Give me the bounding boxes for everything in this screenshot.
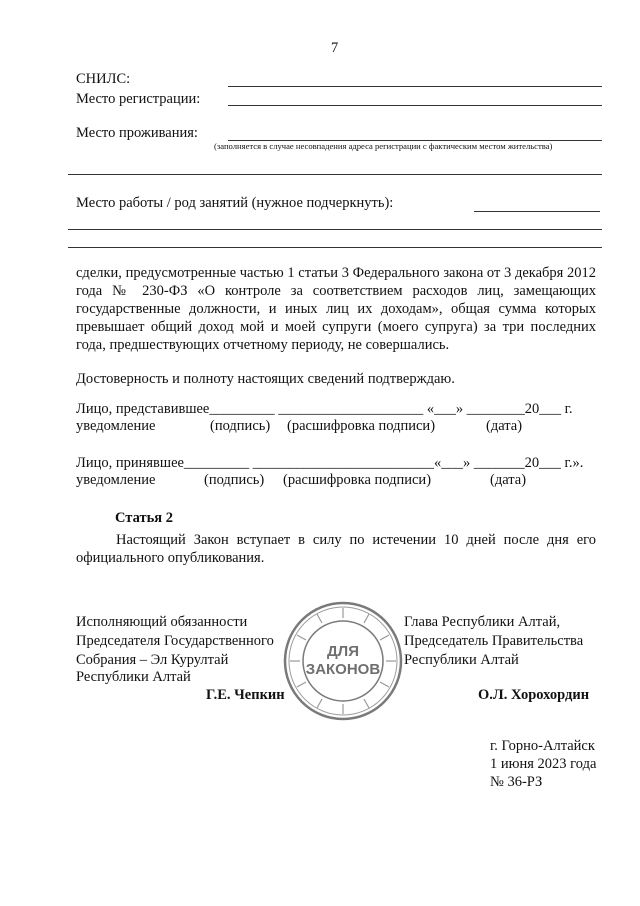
- confirmation-text: Достоверность и полноту настоящих сведений подтверждаю.: [76, 371, 455, 387]
- right-signatory-name: О.Л. Хорохордин: [478, 687, 590, 703]
- submitter-name-caption: (расшифровка подписи): [287, 418, 436, 434]
- left-signatory-line-2: Председателя Государственного: [76, 633, 274, 649]
- receiver-notice-label: уведомление: [76, 472, 156, 488]
- signature-line-submitter: Лицо, представившее_________ ____________________ «___» ________20___ г.: [76, 401, 573, 417]
- residence-extra-line-1: [68, 174, 602, 175]
- left-signatory-line-1: Исполняющий обязанности: [76, 614, 248, 630]
- left-signatory-line-3: Собрания – Эл Курултай: [76, 652, 229, 668]
- left-signatory-name: Г.Е. Чепкин: [206, 687, 285, 703]
- registration-label: Место регистрации:: [76, 91, 201, 107]
- work-line: [474, 211, 600, 212]
- work-extra-line-1: [68, 229, 602, 230]
- footer-city: г. Горно-Алтайск: [490, 738, 595, 754]
- body-paragraph: сделки, предусмотренные частью 1 статьи 3 Федерального закона от 3 декабря 2012 года № 230-ФЗ «О контроле за соответствием расходов лиц, замещающих государственные должности, и иных лиц их доходам», общая сумма которых превышает общий доход мой и моей супруги (моего супруга) за три последних года, предшествующих отчетному периоду, не совершались.: [76, 265, 596, 353]
- article-heading: Статья 2: [115, 510, 173, 526]
- stamp-text-line-1: ДЛЯ: [327, 643, 359, 660]
- stamp-text-line-2: ЗАКОНОВ: [305, 661, 381, 678]
- snils-label: СНИЛС:: [76, 71, 131, 87]
- snils-line: [228, 86, 602, 87]
- left-signatory-line-4: Республики Алтай: [76, 669, 191, 685]
- receiver-name-caption: (расшифровка подписи): [283, 472, 432, 488]
- right-signatory-line-3: Республики Алтай: [404, 652, 519, 668]
- signature-line-receiver: Лицо, принявшее_________ _________________________«___» _______20___ г.».: [76, 455, 584, 471]
- residence-label: Место проживания:: [76, 125, 198, 141]
- submitter-signature-caption: (подпись): [210, 418, 271, 434]
- work-label: Место работы / род занятий (нужное подчеркнуть):: [76, 195, 394, 211]
- page-number: 7: [331, 40, 339, 56]
- footer-date: 1 июня 2023 года: [490, 756, 597, 772]
- registration-line: [228, 105, 602, 106]
- submitter-date-caption: (дата): [486, 418, 523, 434]
- right-signatory-line-2: Председатель Правительства: [404, 633, 584, 649]
- footer-number: № 36-РЗ: [490, 774, 543, 790]
- submitter-notice-label: уведомление: [76, 418, 156, 434]
- right-signatory-line-1: Глава Республики Алтай,: [404, 614, 561, 630]
- work-extra-line-2: [68, 247, 602, 248]
- receiver-date-caption: (дата): [490, 472, 527, 488]
- official-stamp: [282, 600, 404, 722]
- stamp-graphic: [282, 600, 404, 722]
- residence-note: (заполняется в случае несовпадения адреса регистрации с фактическим местом жительства): [214, 141, 553, 151]
- article-text: Настоящий Закон вступает в силу по истечении 10 дней после дня его официального опубликования.: [76, 532, 596, 566]
- receiver-signature-caption: (подпись): [204, 472, 265, 488]
